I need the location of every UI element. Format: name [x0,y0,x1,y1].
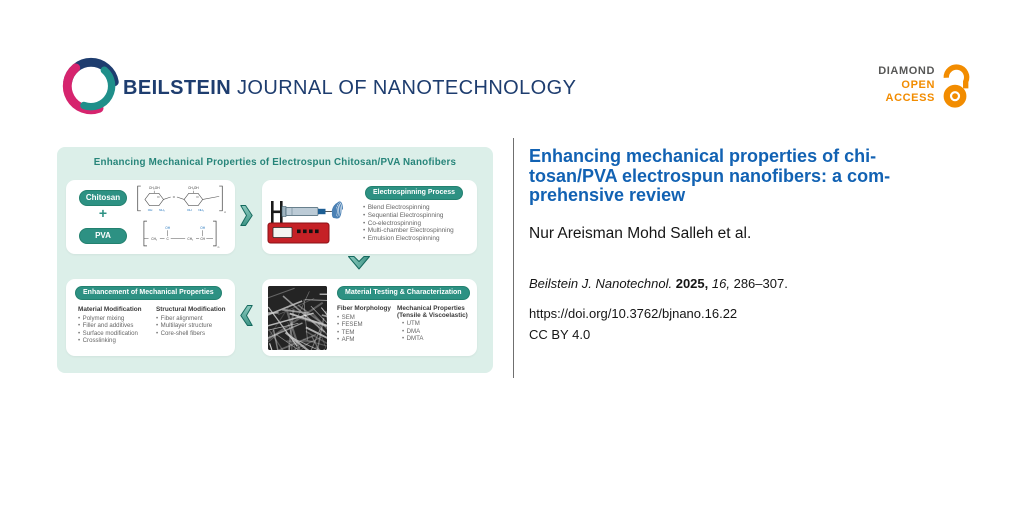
badge-diamond-label: DIAMOND [878,65,935,77]
sem-nanofiber-image [268,286,327,350]
material-modification-column [78,306,156,345]
arrow-down-icon [348,255,370,271]
citation-journal: Beilstein J. Nanotechnol. [529,276,673,291]
journal-name [123,77,576,100]
oh-label: OH [165,225,171,230]
fiber-morphology-list [337,314,397,344]
citation-year: 2025, [675,276,709,291]
material-modification-header: Material Modification [78,306,142,313]
article-citation [529,276,788,291]
nh2-label: NH₂ [159,207,165,212]
ring-o-label: O [196,195,199,200]
materials-panel [66,180,235,254]
list-item: • DMTA [402,335,468,343]
diamond-open-access-badge [840,65,935,106]
journal-name-bold: BEILSTEIN [123,77,232,99]
subscript-n: n [224,209,227,214]
oh-label: OH [200,225,206,230]
subscript-n: n [217,244,220,249]
mechanical-header-line1: Mechanical Properties [397,305,465,312]
article-title-line: tosan/PVA electrospun nanofibers: a com- [529,165,891,186]
license-label: CC BY 4.0 [529,327,591,342]
abstract-title: Enhancing Mechanical Properties of Electrospun Chitosan/PVA Nanofibers [93,157,457,168]
mechanical-properties-header [397,305,468,319]
list-item: • AFM [337,336,397,344]
fiber-morphology-column [337,305,397,344]
oh-label: OH [186,207,192,212]
enhancement-label: Enhancement of Mechanical Properties [75,286,222,300]
material-modification-list [78,315,156,345]
ch2-label: CH₂ [151,236,158,241]
nh2-label: NH₂ [198,207,204,212]
list-item: • Polymer mixing [78,315,156,323]
list-item: • UTM [402,320,468,328]
citation-volume: 16, [711,276,730,291]
list-item: • Multi-chamber Electrospinning [363,227,454,235]
electrospinning-panel [262,180,477,254]
list-item: • TEM [337,329,397,337]
fiber-morphology-header: Fiber Morphology [337,305,391,312]
structural-modification-header: Structural Modification [156,306,226,313]
bridge-o-label: O [172,195,175,200]
ch2oh-label: CH₂OH [148,186,160,191]
list-item: • Co-electrospinning [363,220,454,228]
list-item: • Core-shell fibers [156,330,226,338]
ch2-label: CH₂ [187,236,194,241]
electrospinning-methods-list [363,204,454,243]
article-title[interactable] [529,147,890,206]
article-authors: Nur Areisman Mohd Salleh et al. [529,225,752,242]
list-item: • Surface modification [78,330,156,338]
badge-access-label: ACCESS [885,92,935,104]
vertical-divider [513,138,514,378]
ch-label: CH [200,236,205,241]
doi-link[interactable]: https://doi.org/10.3762/bjnano.16.22 [529,306,738,321]
open-access-lock-icon [939,62,972,109]
badge-open-label: OPEN [901,78,935,91]
mechanical-properties-column [397,305,468,344]
ring-o-label: O [157,195,160,200]
list-item: • Crosslinking [78,337,156,345]
oh-label: OH [147,207,153,212]
testing-label: Material Testing & Characterization [337,286,470,300]
chemical-structures [132,184,228,250]
graphical-abstract [57,147,493,373]
list-item: • Multilayer structure [156,322,226,330]
electrospinning-machine-illustration [266,199,368,247]
list-item: • Filler and additives [78,322,156,330]
arrow-left-icon [238,305,255,326]
testing-panel [262,279,477,356]
enhancement-panel [66,279,235,356]
list-item: • Emulsion Electrospinning [363,235,454,243]
c-label: C [166,236,169,241]
ch2oh-label: CH₂OH [188,186,199,191]
list-item: • Blend Electrospinning [363,204,454,212]
list-item: • FESEM [337,321,397,329]
article-title-line: prehensive review [529,185,686,205]
chitosan-label: Chitosan [79,190,127,206]
arrow-right-icon [238,205,255,226]
electrospinning-process-label: Electrospinning Process [365,186,463,200]
pva-label: PVA [79,228,127,244]
structural-modification-list [156,315,226,338]
list-item: • SEM [337,314,397,322]
list-item: • DMA [402,328,468,336]
citation-pages: 286–307. [733,276,788,291]
mechanical-properties-list [397,320,468,343]
structural-modification-column [156,306,226,345]
list-item: • Fiber alignment [156,315,226,323]
beilstein-logo-icon [54,49,128,123]
plus-icon: + [98,205,108,221]
article-title-line: Enhancing mechanical properties of chi- [529,146,877,166]
journal-name-rest: JOURNAL OF NANOTECHNOLOGY [231,77,577,99]
mechanical-header-line2: (Tensile & Viscoelastic) [397,312,468,319]
list-item: • Sequential Electrospinning [363,212,454,220]
